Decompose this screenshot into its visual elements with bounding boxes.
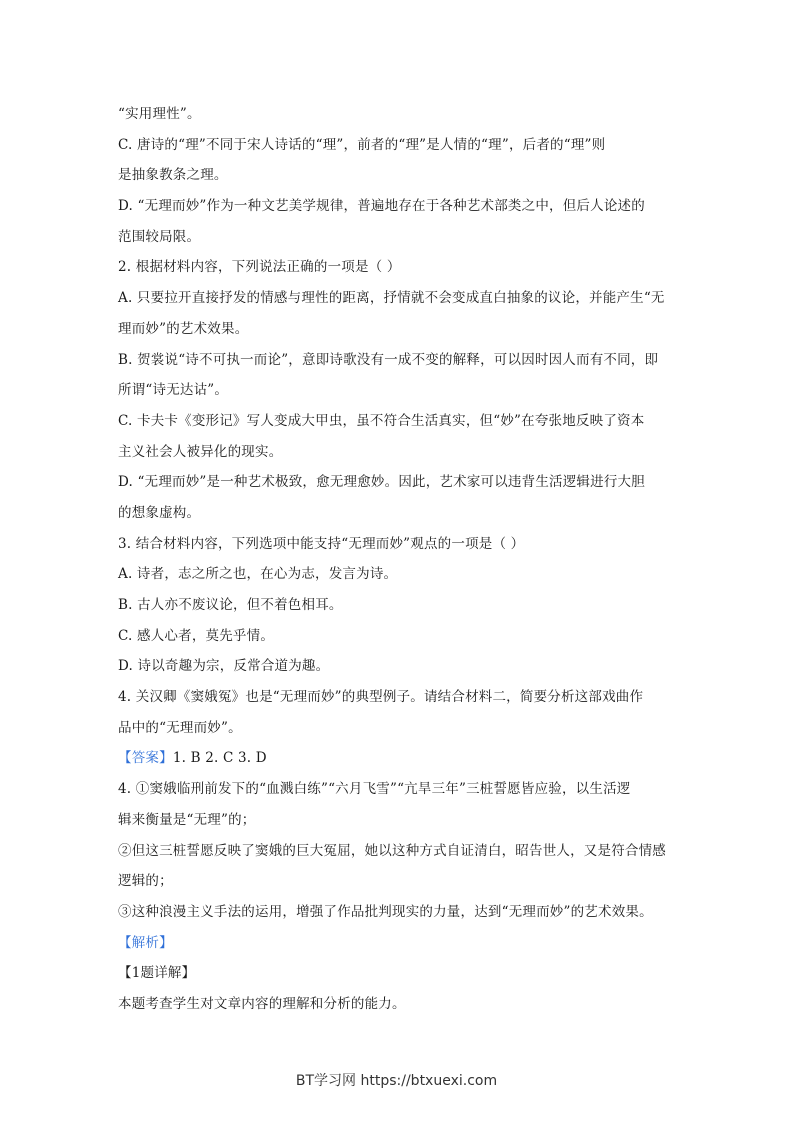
answer-4-line: 4. ①窦娥临刑前发下的“血溅白练”“六月飞雪”“亢旱三年”三桩誓愿皆应验，以生活逻 — [118, 781, 631, 798]
answer-4-line: ②但这三桩誓愿反映了窦娥的巨大冤屈，她以这种方式自证清白，昭告世人，又是符合情感 — [118, 842, 666, 859]
answer-4-line: ③这种浪漫主义手法的运用，增强了作品批判现实的力量，达到“无理而妙”的艺术效果。 — [118, 903, 653, 920]
option-d: D. “无理而妙”是一种艺术极致，愈无理愈妙。因此，艺术家可以违背生活逻辑进行大胆 — [118, 474, 645, 491]
analysis-tag: 【解析】 — [118, 934, 173, 951]
text-line: 品中的“无理而妙”。 — [118, 719, 242, 736]
question-4: 4. 关汉卿《窦娥冤》也是“无理而妙”的典型例子。请结合材料二，简要分析这部戏曲作 — [118, 689, 644, 706]
footer-watermark: BT学习网 https://btxuexi.com — [295, 1073, 498, 1089]
option-b: B. 贺裳说“诗不可执一而论”，意即诗歌没有一成不变的解释，可以因时因人而有不同，即 — [118, 351, 659, 368]
question-2: 2. 根据材料内容，下列说法正确的一项是（ ） — [118, 259, 401, 276]
detail-tag: 【1题详解】 — [118, 965, 196, 982]
text-line: 逻辑的； — [118, 873, 173, 890]
option-c: C. 唐诗的“理”不同于宋人诗话的“理”，前者的“理”是人情的“理”，后者的“理”则 — [118, 136, 606, 153]
option-d: D. 诗以奇趣为宗，反常合道为趣。 — [118, 658, 330, 675]
answer-tag: 【答案】 — [118, 750, 173, 767]
text-line: 是抽象教条之理。 — [118, 167, 228, 184]
text-line: 主义社会人被异化的现实。 — [118, 443, 283, 460]
option-c: C. 卡夫卡《变形记》写人变成大甲虫，虽不符合生活真实，但“妙”在夸张地反映了资本 — [118, 412, 645, 429]
text-line: 范围较局限。 — [118, 228, 201, 245]
answer-text: 1. B 2. C 3. D — [172, 750, 267, 767]
text-line: 辑来衡量是“无理”的； — [118, 811, 256, 828]
option-b: B. 古人亦不废议论，但不着色相耳。 — [118, 597, 343, 613]
text-line: 理而妙”的艺术效果。 — [118, 320, 249, 337]
question-3: 3. 结合材料内容，下列选项中能支持“无理而妙”观点的一项是（ ） — [118, 535, 525, 552]
text-line: “实用理性”。 — [118, 106, 201, 122]
text-line: 的想象虚构。 — [118, 504, 201, 521]
option-d: D. “无理而妙”作为一种文艺美学规律，普遍地存在于各种艺术部类之中，但后人论述的 — [118, 198, 645, 215]
text-line: 所谓“诗无达诂”。 — [118, 382, 229, 399]
option-c: C. 感人心者，莫先乎情。 — [118, 627, 275, 644]
document-body — [118, 99, 678, 1020]
option-a: A. 诗者，志之所之也，在心为志，发言为诗。 — [118, 566, 398, 583]
answer-line — [118, 743, 678, 774]
option-a: A. 只要拉开直接抒发的情感与理性的距离，抒情就不会变成直白抽象的议论，并能产生“无 — [118, 290, 665, 307]
detail-text: 本题考查学生对文章内容的理解和分析的能力。 — [118, 995, 406, 1012]
